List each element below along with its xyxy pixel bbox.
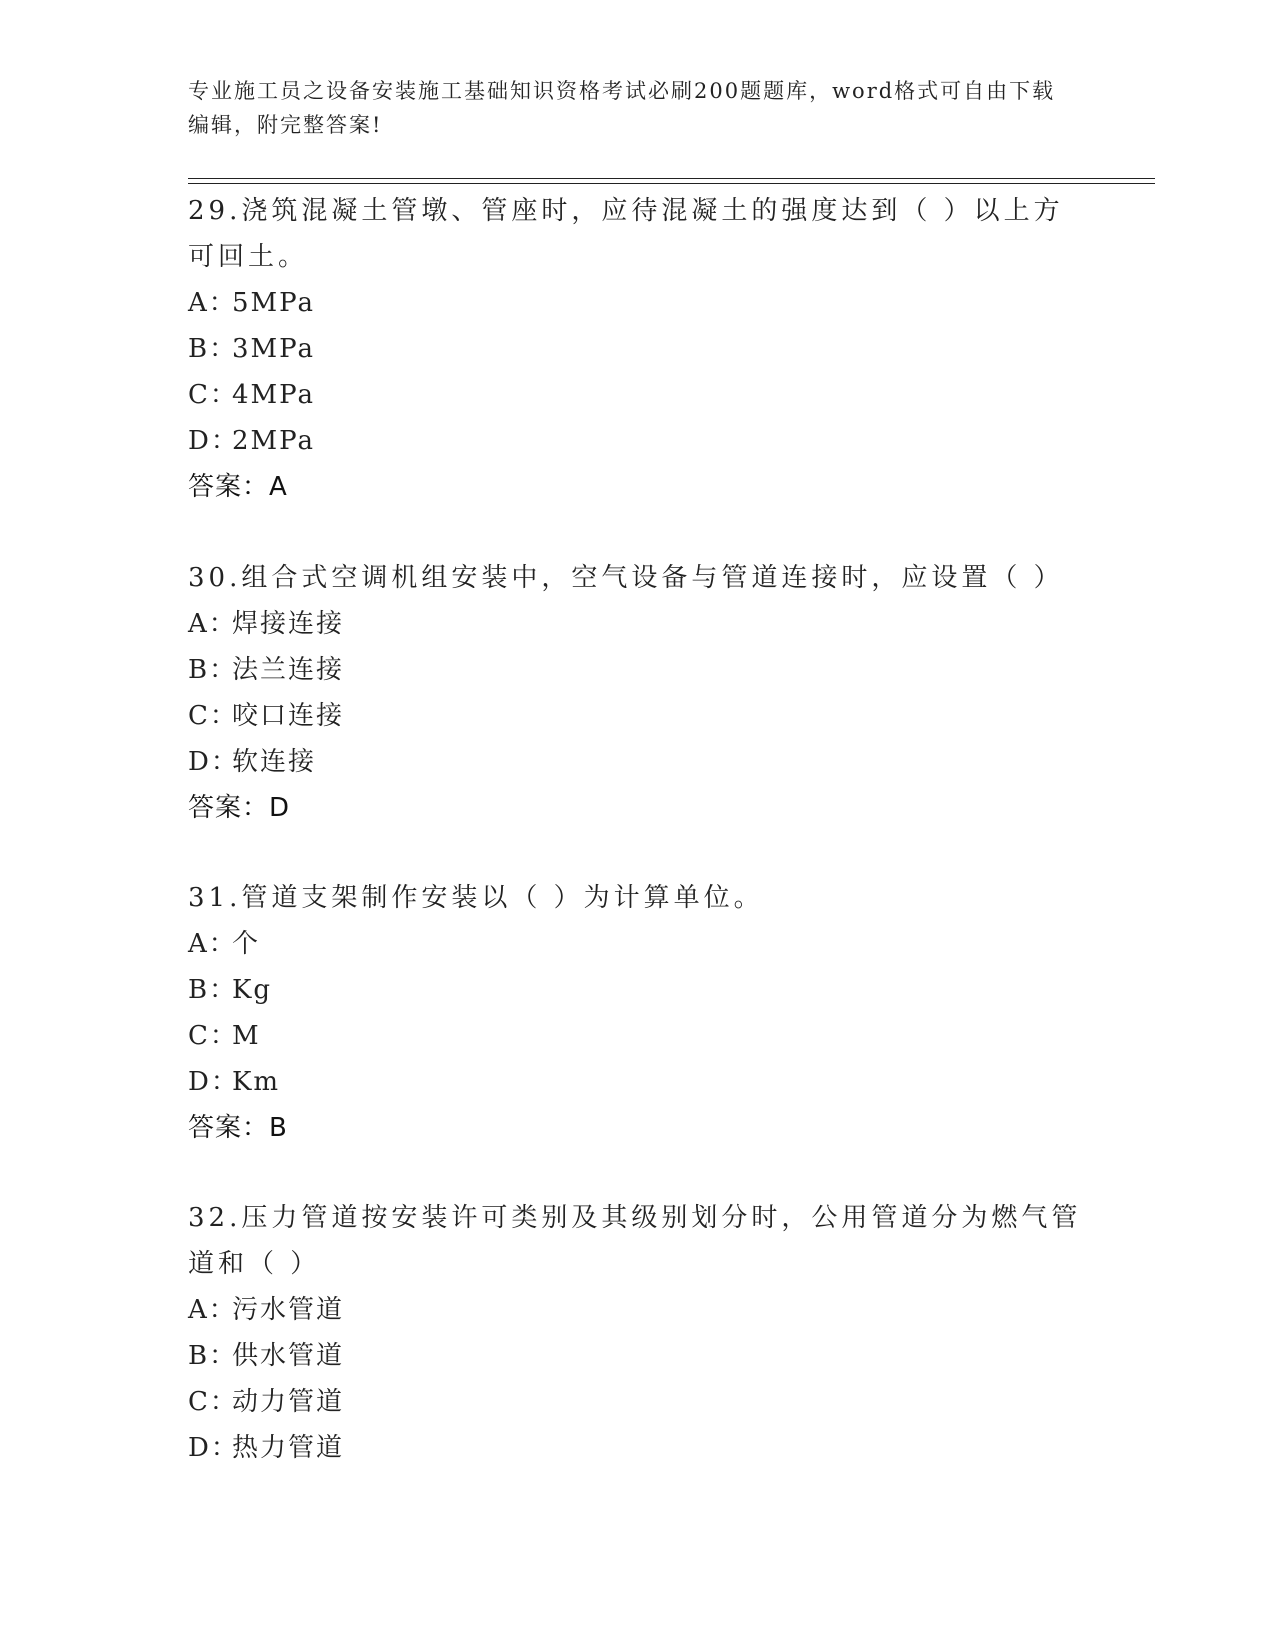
option-d [188,1425,1088,1471]
answer: 答案：A [188,472,288,502]
option-key: C： [188,701,238,731]
option-b [188,326,1088,372]
option-key: B： [188,1341,238,1371]
option-a [188,280,1088,326]
header-divider-bottom [188,183,1155,184]
option-key: D： [188,1067,239,1097]
option-text: Kg [232,975,273,1005]
option-key: C： [188,1021,238,1051]
option-c [188,372,1088,418]
option-text: 污水管道 [232,1295,345,1325]
option-c [188,693,1088,739]
document-title: 专业施工员之设备安装施工基础知识资格考试必刷200题题库，word格式可自由下载编辑，附完整答案! [188,79,1056,137]
option-text: 3MPa [232,334,315,364]
question-stem: 29.浇筑混凝土管墩、管座时，应待混凝土的强度达到（ ）以上方可回土。 [188,196,1064,272]
question-stem: 30.组合式空调机组安装中，空气设备与管道连接时，应设置（ ） [188,563,1064,593]
option-key: A： [188,609,237,639]
option-text: 个 [232,929,261,959]
question-stem: 32.压力管道按安装许可类别及其级别划分时，公用管道分为燃气管道和（ ） [188,1203,1082,1279]
option-b [188,1333,1088,1379]
question-29 [188,188,1088,510]
option-key: A： [188,288,237,318]
header-divider-top [188,178,1155,179]
option-text: 供水管道 [232,1341,345,1371]
option-key: B： [188,975,238,1005]
option-text: 热力管道 [232,1433,345,1463]
option-a [188,601,1088,647]
option-d [188,418,1088,464]
option-text: 软连接 [232,747,317,777]
option-text: 4MPa [232,380,315,410]
option-b [188,647,1088,693]
question-30 [188,555,1088,831]
option-c [188,1013,1088,1059]
option-text: Km [232,1067,281,1097]
option-key: D： [188,747,239,777]
option-a [188,921,1088,967]
option-c [188,1379,1088,1425]
option-a [188,1287,1088,1333]
question-stem: 31.管道支架制作安装以（ ）为计算单位。 [188,883,764,913]
option-key: A： [188,1295,237,1325]
option-text: 动力管道 [232,1387,345,1417]
option-b [188,967,1088,1013]
option-key: D： [188,426,239,456]
option-key: C： [188,380,238,410]
option-key: C： [188,1387,238,1417]
option-text: 5MPa [232,288,315,318]
option-text: M [232,1021,261,1051]
option-text: 法兰连接 [232,655,345,685]
question-31 [188,875,1088,1151]
option-d [188,1059,1088,1105]
option-key: A： [188,929,237,959]
option-d [188,739,1088,785]
answer: 答案：B [188,1113,288,1143]
option-key: D： [188,1433,239,1463]
answer: 答案：D [188,793,291,823]
option-text: 焊接连接 [232,609,345,639]
option-key: B： [188,334,238,364]
question-32 [188,1195,1088,1471]
option-text: 2MPa [232,426,315,456]
option-key: B： [188,655,238,685]
option-text: 咬口连接 [232,701,345,731]
